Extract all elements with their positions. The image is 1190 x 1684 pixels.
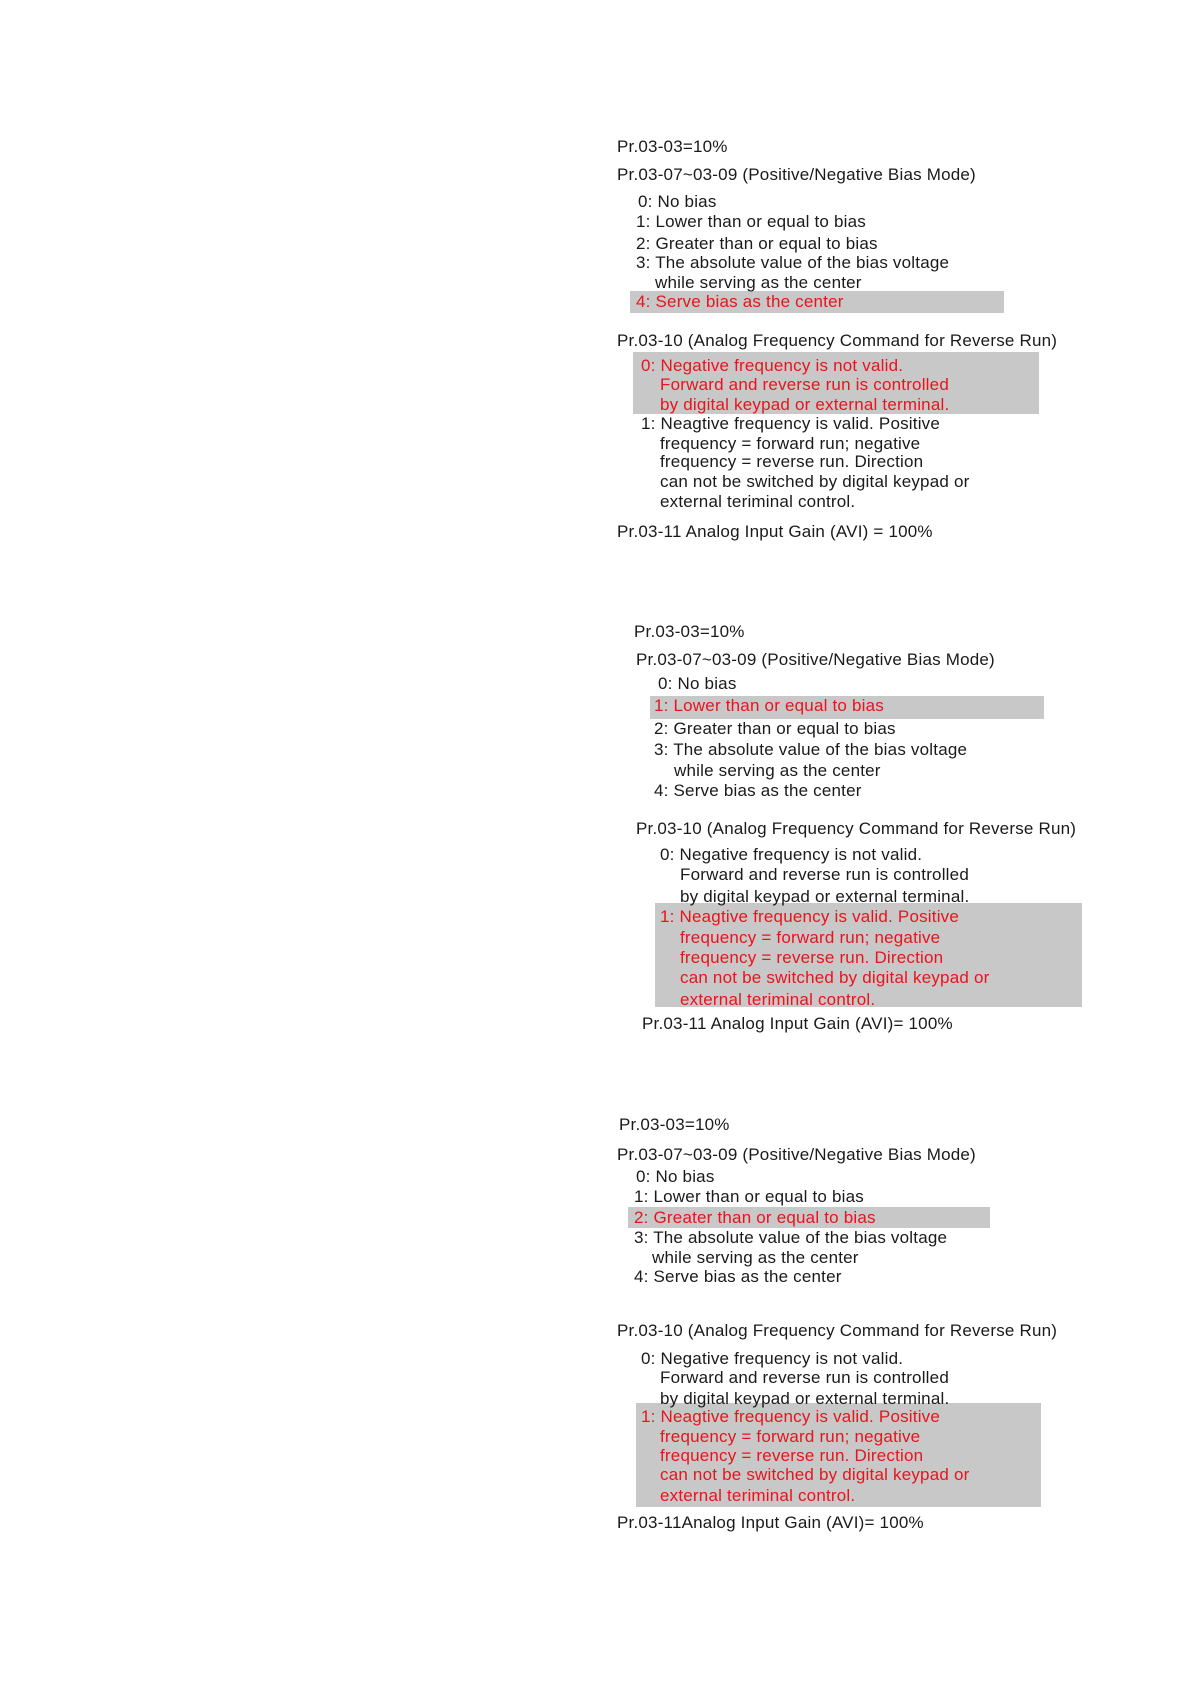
param-line: Pr.03-07~03-09 (Positive/Negative Bias Mode) (617, 1145, 976, 1164)
param-line: frequency = forward run; negative (680, 928, 941, 947)
param-line: Pr.03-11 Analog Input Gain (AVI)= 100% (642, 1014, 953, 1033)
param-line: Pr.03-03=10% (634, 622, 745, 641)
param-line: Pr.03-10 (Analog Frequency Command for Reverse Run) (617, 1321, 1058, 1340)
param-line: 4: Serve bias as the center (634, 1267, 842, 1286)
param-line: by digital keypad or external terminal. (660, 1389, 950, 1408)
param-line: 0: Negative frequency is not valid. (641, 1349, 904, 1368)
param-line: Pr.03-03=10% (617, 137, 728, 156)
param-line: while serving as the center (655, 273, 862, 292)
param-line: can not be switched by digital keypad or (660, 1465, 970, 1484)
param-line: by digital keypad or external terminal. (680, 887, 970, 906)
param-line: frequency = reverse run. Direction (660, 452, 924, 471)
param-line: Pr.03-11Analog Input Gain (AVI)= 100% (617, 1513, 924, 1532)
param-line: can not be switched by digital keypad or (660, 472, 970, 491)
param-line: 0: Negative frequency is not valid. (660, 845, 923, 864)
param-line: 4: Serve bias as the center (654, 781, 862, 800)
param-line: 0: No bias (638, 192, 717, 211)
chart-2 (150, 620, 610, 1040)
param-line: external teriminal control. (660, 1486, 856, 1505)
param-line: Pr.03-07~03-09 (Positive/Negative Bias Mode) (617, 165, 976, 184)
param-line: Pr.03-10 (Analog Frequency Command for Reverse Run) (636, 819, 1077, 838)
param-line: Pr.03-03=10% (619, 1115, 730, 1134)
param-line: 2: Greater than or equal to bias (634, 1208, 876, 1227)
param-line: 1: Neagtive frequency is valid. Positive (641, 414, 941, 433)
chart-3 (150, 1100, 610, 1510)
param-line: 1: Lower than or equal to bias (634, 1187, 864, 1206)
param-line: frequency = forward run; negative (660, 434, 921, 453)
param-line: external teriminal control. (660, 492, 856, 511)
param-line: 1: Lower than or equal to bias (636, 212, 866, 231)
param-line: 3: The absolute value of the bias voltage (636, 253, 950, 272)
param-line: while serving as the center (674, 761, 881, 780)
param-line: while serving as the center (652, 1248, 859, 1267)
param-line: 0: Negative frequency is not valid. (641, 356, 904, 375)
param-line: Pr.03-11 Analog Input Gain (AVI) = 100% (617, 522, 933, 541)
param-line: frequency = reverse run. Direction (660, 1446, 924, 1465)
param-line: Pr.03-10 (Analog Frequency Command for Reverse Run) (617, 331, 1058, 350)
param-line: 1: Lower than or equal to bias (654, 696, 884, 715)
param-line: 4: Serve bias as the center (636, 292, 844, 311)
param-line: 0: No bias (658, 674, 737, 693)
param-line: frequency = forward run; negative (660, 1427, 921, 1446)
param-line: 3: The absolute value of the bias voltage (654, 740, 968, 759)
param-line: 0: No bias (636, 1167, 715, 1186)
param-line: 1: Neagtive frequency is valid. Positive (660, 907, 960, 926)
param-line: by digital keypad or external terminal. (660, 395, 950, 414)
param-line: Pr.03-07~03-09 (Positive/Negative Bias Mode) (636, 650, 995, 669)
param-line: can not be switched by digital keypad or (680, 968, 990, 987)
param-line: 2: Greater than or equal to bias (654, 719, 896, 738)
param-line: 3: The absolute value of the bias voltage (634, 1228, 948, 1247)
param-line: Forward and reverse run is controlled (660, 1368, 949, 1387)
param-line: external teriminal control. (680, 990, 876, 1009)
param-line: 1: Neagtive frequency is valid. Positive (641, 1407, 941, 1426)
param-line: Forward and reverse run is controlled (660, 375, 949, 394)
chart-1 (150, 130, 610, 540)
param-line: frequency = reverse run. Direction (680, 948, 944, 967)
param-line: Forward and reverse run is controlled (680, 865, 969, 884)
param-line: 2: Greater than or equal to bias (636, 234, 878, 253)
